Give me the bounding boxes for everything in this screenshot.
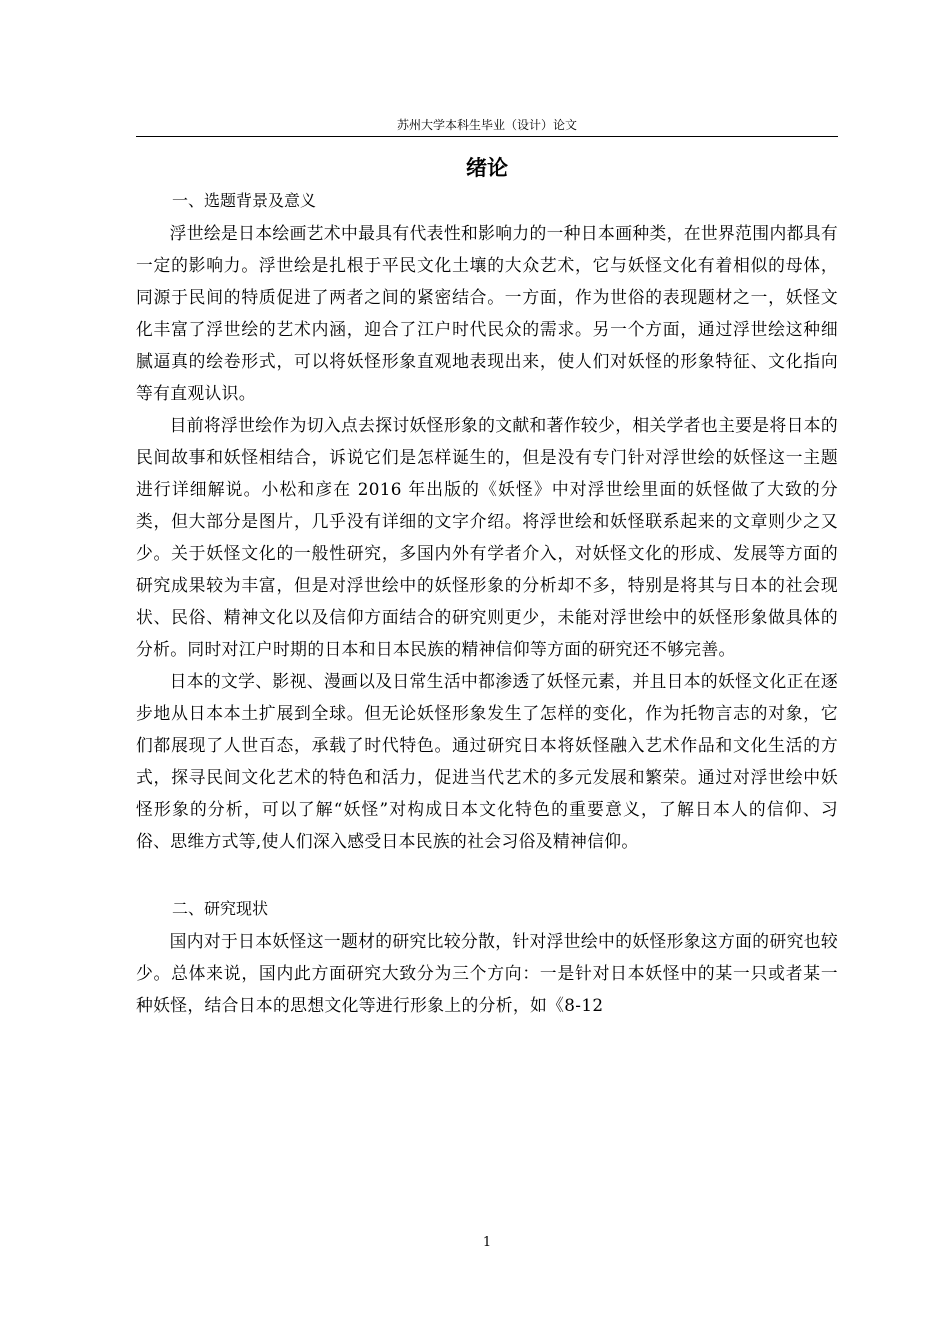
section-spacer — [136, 857, 838, 893]
section-research-status — [136, 893, 838, 1021]
page-number: 1 — [482, 1235, 492, 1250]
paragraph: 国内对于日本妖怪这一题材的研究比较分散，针对浮世绘中的妖怪形象这方面的研究也较少。总体来说，国内此方面研究大致分为三个方向：一是针对日本妖怪中的某一只或者某一种妖怪，结合日本的思想文化等进行形象上的分析，如《8-12 — [136, 931, 838, 1015]
page-title: 绪论 — [466, 155, 508, 180]
section-heading: 二、研究现状 — [172, 899, 269, 918]
running-header — [136, 116, 838, 137]
running-header-text: 苏州大学本科生毕业（设计）论文 — [396, 118, 577, 132]
paragraph: 日本的文学、影视、漫画以及日常生活中都渗透了妖怪元素，并且日本的妖怪文化正在逐步地从日本本土扩展到全球。但无论妖怪形象发生了怎样的变化，作为托物言志的对象，它们都展现了人世百态，承载了时代特色。通过研究日本将妖怪融入艺术作品和文化生活的方式，探寻民间文化艺术的特色和活力，促进当代艺术的多元发展和繁荣。通过对浮世绘中妖怪形象的分析，可以了解“妖怪”对构成日本文化特色的重要意义，了解日本人的信仰、习俗、思维方式等,使人们深入感受日本民族的社会习俗及精神信仰。 — [136, 671, 838, 851]
section-heading: 一、选题背景及意义 — [172, 191, 317, 210]
section-background — [136, 185, 838, 857]
body-content — [136, 185, 838, 1021]
paragraph: 目前将浮世绘作为切入点去探讨妖怪形象的文献和著作较少，相关学者也主要是将日本的民间故事和妖怪相结合，诉说它们是怎样诞生的，但是没有专门针对浮世绘的妖怪这一主题进行详细解说。小松和彦在 2016 年出版的《妖怪》中对浮世绘里面的妖怪做了大致的分类，但大部分是图片，几乎没有详细的文字介绍。将浮世绘和妖怪联系起来的文章则少之又少。关于妖怪文化的一般性研究，多国内外有学者介入，对妖怪文化的形成、发展等方面的研究成果较为丰富，但是对浮世绘中的妖怪形象的分析却不多，特别是将其与日本的社会现状、民俗、精神文化以及信仰方面结合的研究则更少，未能对浮世绘中的妖怪形象做具体的分析。同时对江户时期的日本和日本民族的精神信仰等方面的研究还不够完善。 — [136, 415, 838, 659]
paragraph: 浮世绘是日本绘画艺术中最具有代表性和影响力的一种日本画种类，在世界范围内都具有一定的影响力。浮世绘是扎根于平民文化土壤的大众艺术，它与妖怪文化有着相似的母体，同源于民间的特质促进了两者之间的紧密结合。一方面，作为世俗的表现题材之一，妖怪文化丰富了浮世绘的艺术内涵，迎合了江户时代民众的需求。另一个方面，通过浮世绘这种细腻逼真的绘卷形式，可以将妖怪形象直观地表现出来，使人们对妖怪的形象特征、文化指向等有直观认识。 — [136, 223, 838, 403]
